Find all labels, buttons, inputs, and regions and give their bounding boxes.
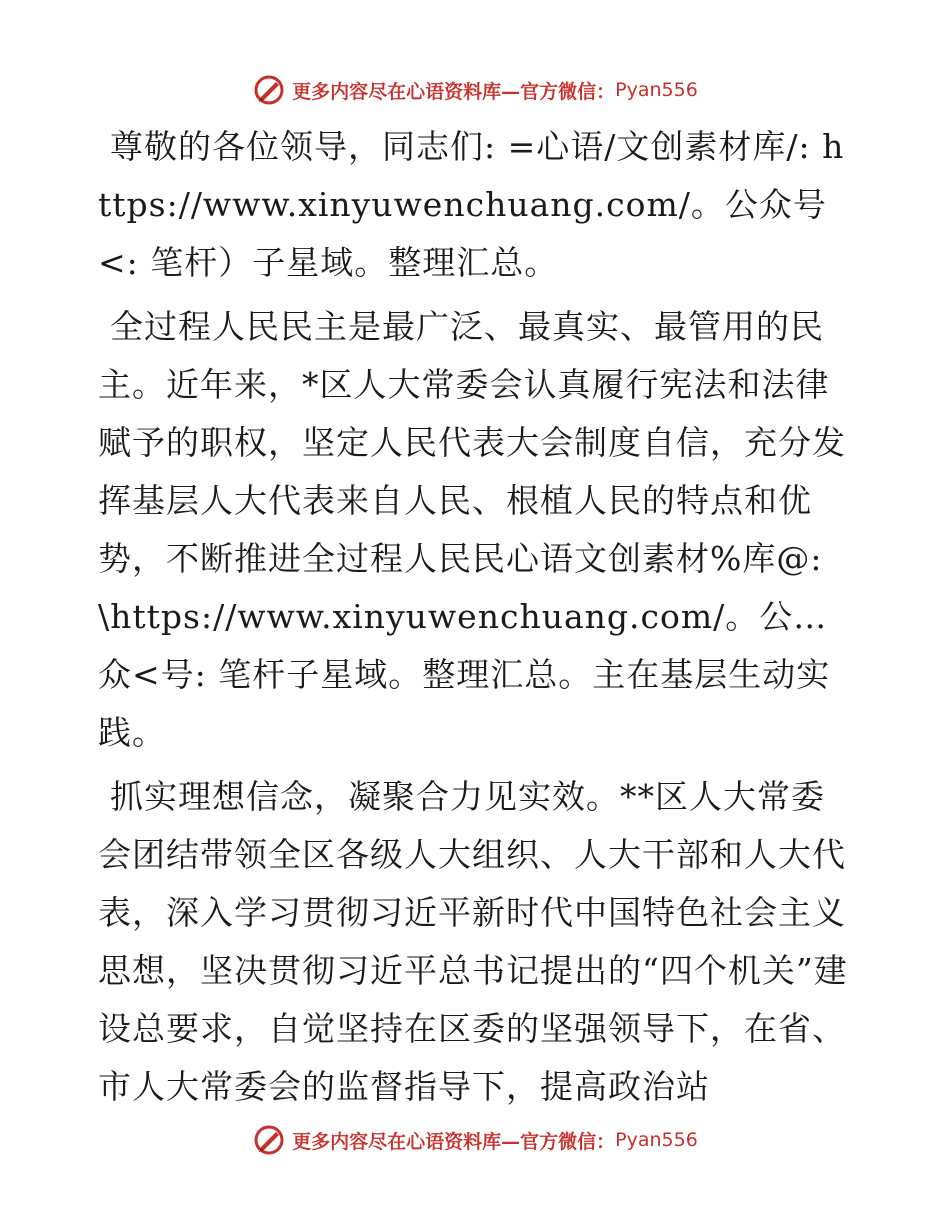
paragraph-1: 尊敬的各位领导，同志们: =心语/文创素材库/: https://www.xinyuwenchuang.com/。公众号<: 笔杆）子星域。整理汇总。 (98, 127, 845, 282)
banner-contact: Pyan556 (615, 79, 698, 101)
paragraph-3: 抓实理想信念，凝聚合力见实效。**区人大常委会团结带领全区各级人大组织、人大干部和人大代表，深入学习贯彻习近平新时代中国特色社会主义思想，坚决贯彻习近平总书记提出的“四个机关”建设总要求，自觉坚持在区委的坚强领导下，在省、市人大常委会的监督指导下，提高政治站 (98, 777, 848, 1106)
banner-text: 更多内容尽在心语资料库—官方微信： (292, 80, 616, 103)
banner-contact: Pyan556 (615, 1129, 698, 1151)
footer-banner (0, 1120, 950, 1160)
document-body (98, 118, 850, 1116)
pen-logo-icon (252, 1123, 286, 1157)
banner-text: 更多内容尽在心语资料库—官方微信： (292, 1130, 616, 1153)
header-banner (0, 70, 950, 110)
paragraph-2: 全过程人民民主是最广泛、最真实、最管用的民主。近年来，*区人大常委会认真履行宪法和法律赋予的职权，坚定人民代表大会制度自信，充分发挥基层人大代表来自人民、根植人民的特点和优势，不断推进全过程人民民心语文创素材%库@: \https://www.xinyuwenchuang.com/。公…众<号: 笔杆子星域。整理汇总。主在基层生动实践。 (98, 307, 846, 752)
pen-logo-icon (252, 73, 286, 107)
